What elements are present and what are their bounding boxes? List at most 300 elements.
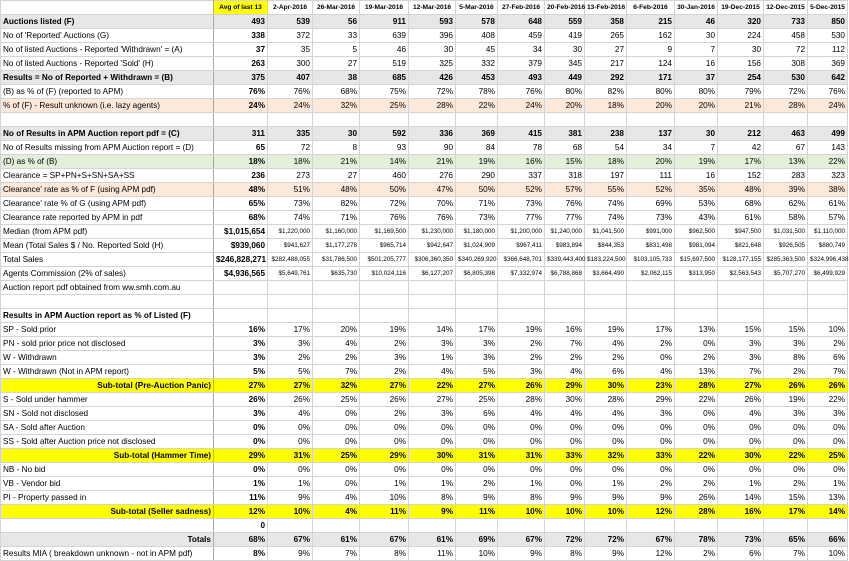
value-cell[interactable]: 6% [808, 351, 848, 365]
avg-value-cell[interactable]: 24% [214, 99, 268, 113]
value-cell[interactable] [313, 113, 360, 127]
avg-value-cell[interactable]: 48% [214, 183, 268, 197]
value-cell[interactable]: 50% [456, 183, 498, 197]
value-cell[interactable]: 29% [360, 449, 409, 463]
value-cell[interactable]: 493 [498, 71, 545, 85]
value-cell[interactable]: 28% [675, 379, 718, 393]
value-cell[interactable]: $635,730 [313, 267, 360, 281]
value-cell[interactable]: 3% [764, 337, 808, 351]
value-cell[interactable]: $366,648,701 [498, 253, 545, 267]
value-cell[interactable]: 152 [718, 169, 764, 183]
value-cell[interactable]: 3% [718, 351, 764, 365]
value-cell[interactable]: 0% [627, 421, 675, 435]
value-cell[interactable]: 10% [498, 505, 545, 519]
avg-value-cell[interactable]: 68% [214, 211, 268, 225]
value-cell[interactable]: 10% [360, 491, 409, 505]
value-cell[interactable]: 23% [627, 379, 675, 393]
value-cell[interactable]: 24% [808, 99, 848, 113]
value-cell[interactable]: 16 [675, 57, 718, 71]
value-cell[interactable]: 22% [675, 449, 718, 463]
value-cell[interactable] [456, 113, 498, 127]
value-cell[interactable]: 17% [627, 323, 675, 337]
value-cell[interactable]: 0% [545, 477, 585, 491]
value-cell[interactable]: 52% [498, 183, 545, 197]
value-cell[interactable]: 143 [808, 141, 848, 155]
value-cell[interactable]: 47% [409, 183, 456, 197]
avg-value-cell[interactable] [214, 309, 268, 323]
value-cell[interactable]: 0% [808, 435, 848, 449]
value-cell[interactable]: 0% [409, 435, 456, 449]
value-cell[interactable]: 84 [456, 141, 498, 155]
value-cell[interactable]: 77% [498, 211, 545, 225]
value-cell[interactable]: 1% [409, 477, 456, 491]
value-cell[interactable]: 54 [585, 141, 627, 155]
row-label-cell[interactable]: SP - Sold prior [1, 323, 214, 337]
value-cell[interactable]: $1,200,000 [498, 225, 545, 239]
value-cell[interactable]: 26% [718, 393, 764, 407]
value-cell[interactable]: $821,648 [718, 239, 764, 253]
value-cell[interactable]: 6% [456, 407, 498, 421]
value-cell[interactable]: 19% [675, 155, 718, 169]
value-cell[interactable]: 26% [764, 379, 808, 393]
row-label-cell[interactable]: NB - No bid [1, 463, 214, 477]
value-cell[interactable]: 30 [545, 43, 585, 57]
value-cell[interactable] [360, 295, 409, 309]
row-label-cell[interactable]: PI - Property passed in [1, 491, 214, 505]
value-cell[interactable]: 16% [498, 155, 545, 169]
value-cell[interactable]: 215 [627, 15, 675, 29]
value-cell[interactable]: 19% [456, 155, 498, 169]
row-label-cell[interactable]: PN - sold prior price not disclosed [1, 337, 214, 351]
value-cell[interactable]: 0% [313, 421, 360, 435]
header-date-cell[interactable]: 6-Feb-2016 [627, 1, 675, 15]
value-cell[interactable]: 0% [545, 435, 585, 449]
value-cell[interactable]: 27 [313, 169, 360, 183]
value-cell[interactable]: 332 [456, 57, 498, 71]
value-cell[interactable]: 82% [313, 197, 360, 211]
value-cell[interactable]: 26% [498, 379, 545, 393]
row-label-cell[interactable]: Clearance rate reported by APM in pdf [1, 211, 214, 225]
row-label-cell[interactable]: Results in APM Auction report as % of Listed (F) [1, 309, 214, 323]
value-cell[interactable]: 20% [675, 99, 718, 113]
value-cell[interactable]: 77% [545, 211, 585, 225]
value-cell[interactable]: 15% [764, 491, 808, 505]
value-cell[interactable]: $1,031,500 [764, 225, 808, 239]
value-cell[interactable]: 52% [627, 183, 675, 197]
header-date-cell[interactable]: 27-Feb-2016 [498, 1, 545, 15]
value-cell[interactable] [498, 281, 545, 295]
value-cell[interactable]: 70% [409, 197, 456, 211]
value-cell[interactable]: $1,240,000 [545, 225, 585, 239]
value-cell[interactable]: 8% [764, 351, 808, 365]
row-label-cell[interactable]: VB - Vendor bid [1, 477, 214, 491]
value-cell[interactable]: 8% [360, 547, 409, 561]
value-cell[interactable]: $1,180,000 [456, 225, 498, 239]
value-cell[interactable]: 254 [718, 71, 764, 85]
value-cell[interactable]: 0% [268, 463, 313, 477]
value-cell[interactable]: 2% [456, 477, 498, 491]
row-label-cell[interactable]: Clearance' rate % of G (using APM pdf) [1, 197, 214, 211]
value-cell[interactable]: 162 [627, 29, 675, 43]
row-label-cell[interactable]: SS - Sold after Auction price not disclosed [1, 435, 214, 449]
value-cell[interactable]: 56 [313, 15, 360, 29]
value-cell[interactable]: 559 [545, 15, 585, 29]
value-cell[interactable]: 30% [545, 393, 585, 407]
avg-value-cell[interactable]: 68% [214, 533, 268, 547]
value-cell[interactable]: 25% [313, 449, 360, 463]
value-cell[interactable]: 61% [718, 211, 764, 225]
avg-value-cell[interactable]: 5% [214, 365, 268, 379]
value-cell[interactable]: 0% [498, 435, 545, 449]
value-cell[interactable]: 4% [545, 365, 585, 379]
value-cell[interactable] [627, 309, 675, 323]
value-cell[interactable]: 0% [268, 435, 313, 449]
value-cell[interactable]: 42 [718, 141, 764, 155]
header-avg-cell[interactable]: Avg of last 13 [214, 1, 268, 15]
avg-value-cell[interactable]: 65 [214, 141, 268, 155]
value-cell[interactable]: 30% [409, 449, 456, 463]
value-cell[interactable]: 2% [627, 477, 675, 491]
avg-value-cell[interactable]: 26% [214, 393, 268, 407]
value-cell[interactable]: 0% [268, 421, 313, 435]
value-cell[interactable]: 74% [268, 211, 313, 225]
value-cell[interactable]: 593 [409, 15, 456, 29]
value-cell[interactable] [585, 113, 627, 127]
value-cell[interactable] [627, 113, 675, 127]
row-label-cell[interactable] [1, 113, 214, 127]
value-cell[interactable] [456, 281, 498, 295]
value-cell[interactable]: 381 [545, 127, 585, 141]
row-label-cell[interactable]: Total Sales [1, 253, 214, 267]
value-cell[interactable]: 30 [409, 43, 456, 57]
value-cell[interactable]: 38% [808, 183, 848, 197]
value-cell[interactable]: 7% [764, 547, 808, 561]
value-cell[interactable]: $128,177,155 [718, 253, 764, 267]
header-date-cell[interactable]: 13-Feb-2016 [585, 1, 627, 15]
value-cell[interactable]: 26% [360, 393, 409, 407]
value-cell[interactable]: 335 [268, 127, 313, 141]
value-cell[interactable]: 18% [585, 155, 627, 169]
avg-value-cell[interactable]: 0% [214, 435, 268, 449]
value-cell[interactable]: 0% [675, 435, 718, 449]
value-cell[interactable]: 28% [409, 99, 456, 113]
value-cell[interactable] [409, 519, 456, 533]
value-cell[interactable]: 6% [585, 365, 627, 379]
row-label-cell[interactable]: Auction report pdf obtained from ww.smh.com.au [1, 281, 214, 295]
value-cell[interactable]: 76% [808, 85, 848, 99]
value-cell[interactable]: 72% [764, 85, 808, 99]
avg-value-cell[interactable] [214, 113, 268, 127]
value-cell[interactable]: 58% [764, 211, 808, 225]
value-cell[interactable]: 71% [313, 211, 360, 225]
value-cell[interactable] [268, 281, 313, 295]
value-cell[interactable]: 27% [268, 379, 313, 393]
value-cell[interactable]: 8% [545, 547, 585, 561]
value-cell[interactable]: 3% [360, 351, 409, 365]
value-cell[interactable]: 5% [268, 365, 313, 379]
value-cell[interactable] [675, 295, 718, 309]
value-cell[interactable] [545, 519, 585, 533]
value-cell[interactable]: 0% [808, 421, 848, 435]
value-cell[interactable]: 32% [313, 379, 360, 393]
value-cell[interactable]: 0% [627, 435, 675, 449]
value-cell[interactable] [498, 309, 545, 323]
value-cell[interactable]: 29% [627, 393, 675, 407]
value-cell[interactable]: $1,160,000 [313, 225, 360, 239]
value-cell[interactable]: 30 [313, 127, 360, 141]
value-cell[interactable]: 30 [718, 43, 764, 57]
value-cell[interactable]: 1% [409, 351, 456, 365]
row-label-cell[interactable] [1, 519, 214, 533]
value-cell[interactable]: 34 [627, 141, 675, 155]
value-cell[interactable]: 11% [409, 547, 456, 561]
value-cell[interactable]: 72% [360, 197, 409, 211]
value-cell[interactable]: 76% [409, 211, 456, 225]
value-cell[interactable]: 69% [456, 533, 498, 547]
value-cell[interactable]: 53% [675, 197, 718, 211]
value-cell[interactable] [585, 295, 627, 309]
value-cell[interactable]: 33% [627, 449, 675, 463]
value-cell[interactable]: 72% [409, 85, 456, 99]
value-cell[interactable]: 0% [360, 463, 409, 477]
value-cell[interactable]: $3,664,490 [585, 267, 627, 281]
value-cell[interactable]: 408 [456, 29, 498, 43]
header-date-cell[interactable]: 19-Mar-2016 [360, 1, 409, 15]
value-cell[interactable]: 453 [456, 71, 498, 85]
value-cell[interactable]: 156 [718, 57, 764, 71]
value-cell[interactable] [545, 309, 585, 323]
value-cell[interactable]: 7 [675, 43, 718, 57]
value-cell[interactable]: 21% [313, 155, 360, 169]
value-cell[interactable]: 82% [585, 85, 627, 99]
value-cell[interactable]: 0% [764, 463, 808, 477]
value-cell[interactable]: 50% [360, 183, 409, 197]
value-cell[interactable]: 276 [409, 169, 456, 183]
value-cell[interactable]: 5% [456, 365, 498, 379]
row-label-cell[interactable]: SN - Sold not disclosed [1, 407, 214, 421]
value-cell[interactable] [456, 309, 498, 323]
row-label-cell[interactable]: SA - Sold after Auction [1, 421, 214, 435]
value-cell[interactable]: 72% [585, 533, 627, 547]
value-cell[interactable]: 19% [585, 323, 627, 337]
value-cell[interactable]: $6,805,398 [456, 267, 498, 281]
value-cell[interactable]: 415 [498, 127, 545, 141]
value-cell[interactable]: 1% [498, 477, 545, 491]
avg-value-cell[interactable]: 375 [214, 71, 268, 85]
value-cell[interactable]: 21% [409, 155, 456, 169]
value-cell[interactable]: 0% [764, 421, 808, 435]
value-cell[interactable]: $2,563,543 [718, 267, 764, 281]
value-cell[interactable]: $6,499,929 [808, 267, 848, 281]
avg-value-cell[interactable]: $939,060 [214, 239, 268, 253]
value-cell[interactable]: 22% [808, 155, 848, 169]
value-cell[interactable]: $942,647 [409, 239, 456, 253]
row-label-cell[interactable]: No of 'Reported' Auctions (G) [1, 29, 214, 43]
value-cell[interactable]: 11% [360, 505, 409, 519]
value-cell[interactable]: 26% [268, 393, 313, 407]
value-cell[interactable]: 35% [675, 183, 718, 197]
value-cell[interactable]: 7% [313, 547, 360, 561]
avg-value-cell[interactable]: 16% [214, 323, 268, 337]
value-cell[interactable]: 0% [313, 463, 360, 477]
value-cell[interactable]: 31% [456, 449, 498, 463]
row-label-cell[interactable]: No of listed Auctions - Reported 'Withdrawn' = (A) [1, 43, 214, 57]
value-cell[interactable]: 0% [718, 421, 764, 435]
avg-value-cell[interactable]: 263 [214, 57, 268, 71]
value-cell[interactable]: 66% [808, 533, 848, 547]
value-cell[interactable]: 4% [627, 365, 675, 379]
value-cell[interactable]: 2% [313, 351, 360, 365]
value-cell[interactable] [808, 309, 848, 323]
value-cell[interactable]: 0% [718, 463, 764, 477]
value-cell[interactable]: 3% [456, 337, 498, 351]
value-cell[interactable]: 72 [764, 43, 808, 57]
value-cell[interactable]: 74% [585, 211, 627, 225]
value-cell[interactable]: 17% [456, 323, 498, 337]
value-cell[interactable] [313, 309, 360, 323]
value-cell[interactable]: 20% [627, 155, 675, 169]
value-cell[interactable]: 78% [675, 533, 718, 547]
value-cell[interactable]: 76% [360, 211, 409, 225]
value-cell[interactable]: 911 [360, 15, 409, 29]
value-cell[interactable]: 19% [360, 323, 409, 337]
value-cell[interactable] [675, 281, 718, 295]
value-cell[interactable] [268, 295, 313, 309]
avg-value-cell[interactable]: 0 [214, 519, 268, 533]
value-cell[interactable]: 2% [360, 337, 409, 351]
value-cell[interactable]: 2% [545, 351, 585, 365]
value-cell[interactable]: 171 [627, 71, 675, 85]
row-label-cell[interactable]: Sub-total (Seller sadness) [1, 505, 214, 519]
header-date-cell[interactable]: 12-Dec-2015 [764, 1, 808, 15]
value-cell[interactable]: 4% [718, 407, 764, 421]
value-cell[interactable]: 80% [627, 85, 675, 99]
value-cell[interactable] [409, 281, 456, 295]
value-cell[interactable]: 530 [764, 71, 808, 85]
value-cell[interactable]: 3% [627, 407, 675, 421]
value-cell[interactable]: 22% [808, 393, 848, 407]
value-cell[interactable]: 733 [764, 15, 808, 29]
header-corner-cell[interactable] [1, 1, 214, 15]
value-cell[interactable]: 530 [808, 29, 848, 43]
value-cell[interactable]: 0% [456, 421, 498, 435]
value-cell[interactable]: 6% [718, 547, 764, 561]
value-cell[interactable]: $339,443,400 [545, 253, 585, 267]
value-cell[interactable]: 74% [585, 197, 627, 211]
value-cell[interactable]: $981,094 [675, 239, 718, 253]
value-cell[interactable]: 62% [764, 197, 808, 211]
avg-value-cell[interactable]: 3% [214, 351, 268, 365]
value-cell[interactable] [313, 519, 360, 533]
value-cell[interactable]: 459 [498, 29, 545, 43]
row-label-cell[interactable]: Results MIA ( breakdown unknown - not in APM pdf) [1, 547, 214, 561]
header-date-cell[interactable]: 30-Jan-2016 [675, 1, 718, 15]
value-cell[interactable]: 2% [360, 407, 409, 421]
value-cell[interactable]: $5,707,270 [764, 267, 808, 281]
value-cell[interactable] [585, 281, 627, 295]
value-cell[interactable]: 28% [675, 505, 718, 519]
value-cell[interactable]: 80% [545, 85, 585, 99]
value-cell[interactable] [764, 309, 808, 323]
value-cell[interactable]: 76% [268, 85, 313, 99]
value-cell[interactable]: 19% [764, 393, 808, 407]
value-cell[interactable]: 124 [627, 57, 675, 71]
value-cell[interactable]: 16% [545, 323, 585, 337]
value-cell[interactable] [808, 113, 848, 127]
value-cell[interactable]: 10% [456, 547, 498, 561]
value-cell[interactable]: 0% [456, 463, 498, 477]
value-cell[interactable]: 7% [545, 337, 585, 351]
header-date-cell[interactable]: 2-Apr-2016 [268, 1, 313, 15]
value-cell[interactable]: 34 [498, 43, 545, 57]
value-cell[interactable]: 238 [585, 127, 627, 141]
header-date-cell[interactable]: 20-Feb-2016 [545, 1, 585, 15]
value-cell[interactable]: 337 [498, 169, 545, 183]
row-label-cell[interactable]: Sub-total (Pre-Auction Panic) [1, 379, 214, 393]
value-cell[interactable]: 137 [627, 127, 675, 141]
value-cell[interactable]: $6,788,868 [545, 267, 585, 281]
value-cell[interactable]: 69% [627, 197, 675, 211]
value-cell[interactable]: 4% [498, 407, 545, 421]
value-cell[interactable]: 48% [718, 183, 764, 197]
value-cell[interactable]: 27% [409, 393, 456, 407]
value-cell[interactable] [545, 113, 585, 127]
value-cell[interactable]: $962,500 [675, 225, 718, 239]
value-cell[interactable]: 4% [313, 491, 360, 505]
value-cell[interactable]: 30% [718, 449, 764, 463]
value-cell[interactable]: 0% [627, 351, 675, 365]
row-label-cell[interactable]: Results = No of Reported + Withdrawn = (B) [1, 71, 214, 85]
value-cell[interactable]: $31,786,500 [313, 253, 360, 267]
value-cell[interactable]: 0% [409, 421, 456, 435]
value-cell[interactable]: 0% [409, 463, 456, 477]
row-label-cell[interactable]: % of (F) - Result unknown (i.e. lazy agents) [1, 99, 214, 113]
value-cell[interactable]: $926,505 [764, 239, 808, 253]
value-cell[interactable]: 345 [545, 57, 585, 71]
value-cell[interactable]: $941,627 [268, 239, 313, 253]
value-cell[interactable]: 0% [360, 421, 409, 435]
value-cell[interactable] [498, 113, 545, 127]
value-cell[interactable]: 9 [627, 43, 675, 57]
value-cell[interactable]: 26% [675, 491, 718, 505]
value-cell[interactable]: 850 [808, 15, 848, 29]
value-cell[interactable]: 379 [498, 57, 545, 71]
value-cell[interactable]: 2% [764, 365, 808, 379]
value-cell[interactable]: $965,714 [360, 239, 409, 253]
value-cell[interactable]: 9% [585, 547, 627, 561]
value-cell[interactable]: 2% [808, 337, 848, 351]
value-cell[interactable]: 61% [808, 197, 848, 211]
value-cell[interactable]: 419 [545, 29, 585, 43]
value-cell[interactable]: 30 [675, 127, 718, 141]
value-cell[interactable]: 67% [498, 533, 545, 547]
value-cell[interactable]: 0% [313, 407, 360, 421]
value-cell[interactable]: 0% [808, 463, 848, 477]
value-cell[interactable]: 30 [675, 29, 718, 43]
value-cell[interactable]: 0% [675, 463, 718, 477]
header-date-cell[interactable]: 12-Mar-2016 [409, 1, 456, 15]
value-cell[interactable] [313, 281, 360, 295]
value-cell[interactable]: 112 [808, 43, 848, 57]
value-cell[interactable]: 18% [268, 155, 313, 169]
value-cell[interactable]: 15% [718, 323, 764, 337]
value-cell[interactable]: 8% [498, 491, 545, 505]
value-cell[interactable]: 78 [498, 141, 545, 155]
value-cell[interactable]: 57% [808, 211, 848, 225]
avg-value-cell[interactable]: 65% [214, 197, 268, 211]
value-cell[interactable]: 407 [268, 71, 313, 85]
value-cell[interactable]: $183,224,500 [585, 253, 627, 267]
